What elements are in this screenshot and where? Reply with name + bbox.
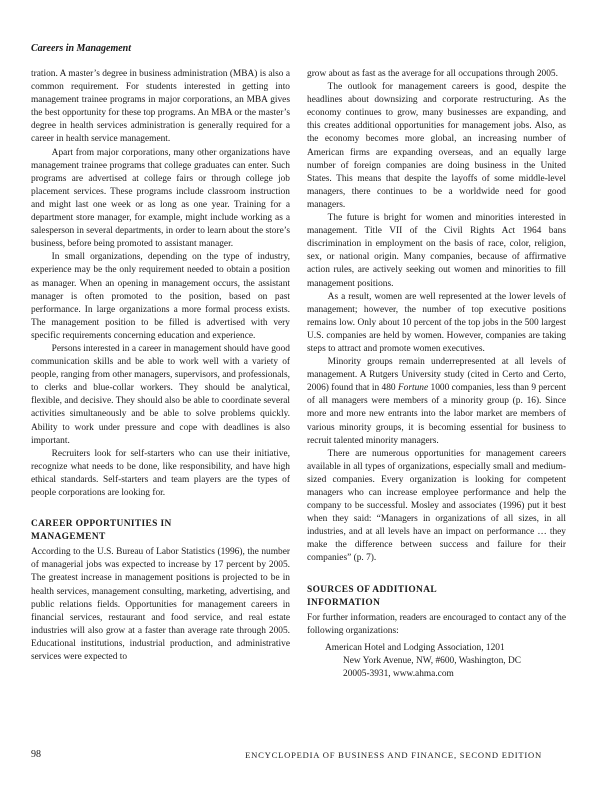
right-column	[307, 68, 566, 681]
body-paragraph: Apart from major corporations, many other organizations have management trainee programs that college graduates can enter. Such programs are advertised at college fairs or through college job placement services. These programs include classroom instruction and might last one week or as long as one year. Training for a department store manager, for example, might include working as a salesperson in several departments, in order to learn about the store’s business, before being promoted to assistant manager.	[31, 147, 290, 250]
section-heading-sources	[307, 584, 566, 610]
body-paragraph: grow about as fast as the average for all occupations through 2005.	[307, 69, 558, 79]
heading-line: CAREER OPPORTUNITIES IN	[31, 519, 172, 530]
body-paragraph: As a result, women are well represented at the lower levels of management; however, the number of top executive positions remains low. Only about 10 percent of the top jobs in the 500 largest U.S. companies are held by women. However, companies are taking steps to attract and promote women executives.	[307, 291, 566, 354]
heading-line: SOURCES OF ADDITIONAL	[307, 584, 437, 595]
text-run: 1000 companies, less than 9 percent of all managers were members of a minority group (p. 16). Since more and more new entrants into the labor market are members of various minority groups, it is becoming essential for business to recruit talented minority managers.	[307, 383, 566, 446]
body-paragraph: The outlook for management careers is good, despite the headlines about downsizing and corporate restructuring. As the economy continues to grow, many businesses are expanding, and this creates additional opportunities for management jobs. Also, as the economy becomes more global, an increasing number of American firms are expanding overseas, and an equally large number of foreign companies are doing business in the United States. This means that despite the layoffs of some middle-level managers, there continues to be a worldwide need for good managers.	[307, 82, 566, 210]
organization-line: New York Avenue, NW, #600, Washington, DC	[343, 656, 521, 667]
body-paragraph: Recruiters look for self-starters who can use their initiative, recognize what needs to be done, like responsibility, and have high ethical standards. Self-starters and team players are the types of people corporations are looking for.	[31, 448, 290, 498]
organization-line: 20005-3931, www.ahma.com	[343, 669, 454, 680]
body-paragraph: Persons interested in a career in management should have good communication skills and be able to work well with a variety of people, ranging from other managers, supervisors, and professionals, to clerks and blue-collar workers. They should be analytical, flexible, and decisive. They should also be able to coordinate several activities simultaneously and be able to solve problems quickly. Ability to work under pressure and cope with deadlines is also important.	[31, 343, 290, 446]
running-head: Careers in Management	[31, 43, 132, 54]
body-paragraph: tration. A master’s degree in business administration (MBA) is also a common requirement. For students interested in getting into management trainee programs in major corporations, an MBA gives the best opportunity for these top programs. An MBA or the master’s degree in health services administration is generally required for a career in health service management.	[31, 69, 290, 145]
section-heading-career-opportunities	[31, 518, 290, 544]
left-column	[31, 68, 290, 664]
body-paragraph: According to the U.S. Bureau of Labor Statistics (1996), the number of managerial jobs was expected to increase by 17 percent by 2005. The greatest increase in management positions is projected to be in health services, management consulting, marketing, advertising, and public relations fields. Opportunities for management careers in financial services, restaurant and food service, and real estate industries will also grow at a faster than average rate through 2005. Educational institutions, industrial production, and administrative services were expected to	[31, 547, 290, 663]
text-run: Minority groups remain underrepresented at all levels of management. A Rutgers University study (cited in Certo and Certo, 2006) found that in 480	[307, 357, 566, 394]
body-paragraph-minority	[307, 356, 566, 448]
body-paragraph: The future is bright for women and minorities interested in management. Title VII of the Civil Rights Act 1964 bans discrimination in employment on the basis of race, color, religion, sex, or national origin. Many companies, because of affirmative action rules, are actively seeking out women and minorities to fill management positions.	[307, 213, 566, 289]
organization-entry	[307, 642, 566, 681]
page-number: 98	[31, 749, 41, 760]
book-title-footer: ENCYCLOPEDIA OF BUSINESS AND FINANCE, SECOND EDITION	[245, 750, 542, 760]
body-paragraph: There are numerous opportunities for management careers available in all types of organizations, especially small and medium-sized companies. Every organization is looking for competent managers who can increase employee performance and help the company to be successful. Mosley and associates (1996) put it best when they said: “Managers in organizations of all sizes, in all industries, and at all levels have an impact on performance … they make the difference between success and failure for their companies” (p. 7).	[307, 448, 566, 564]
body-paragraph: For further information, readers are encouraged to contact any of the following organizations:	[307, 612, 566, 636]
italic-publication-name: Fortune	[397, 383, 429, 394]
heading-line: INFORMATION	[307, 597, 381, 608]
heading-line: MANAGEMENT	[31, 532, 106, 543]
organization-line: American Hotel and Lodging Association, 1201	[325, 642, 505, 653]
body-paragraph: In small organizations, depending on the type of industry, experience may be the only requirement needed to obtain a position as manager. When an opening in management occurs, the assistant manager is often promoted to the position, based on past performance. In large organizations a more formal process exists. The management position to be filled is advertised with very specific requirements concerning education and experience.	[31, 252, 290, 341]
